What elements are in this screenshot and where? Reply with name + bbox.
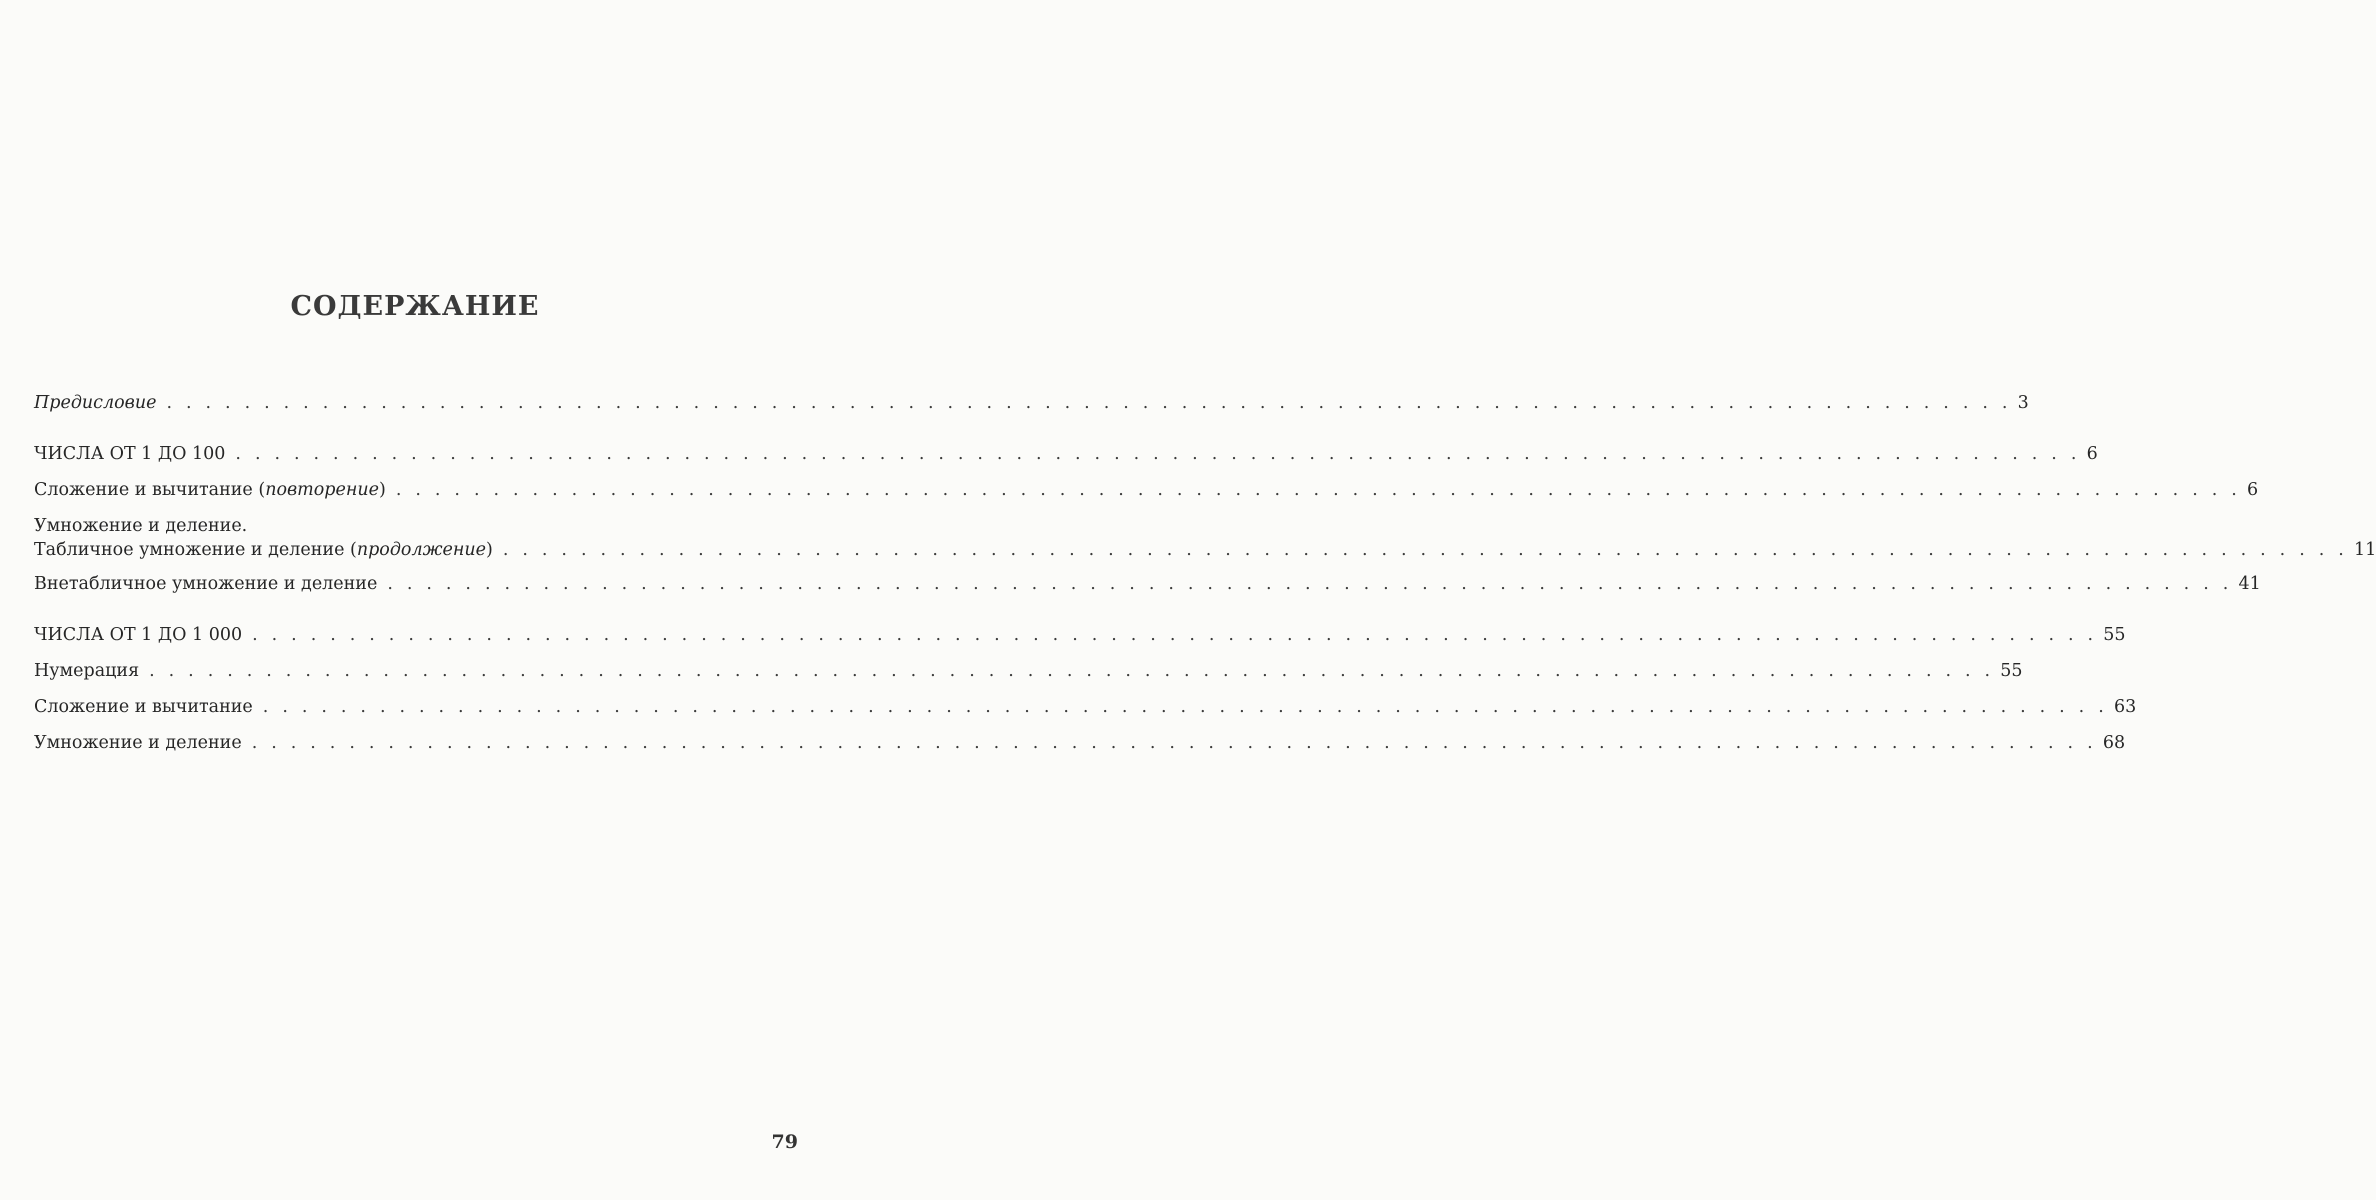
toc-entry-non-table-multiplication	[34, 571, 2261, 597]
toc-entry-label: ЧИСЛА ОТ 1 ДО 1 000	[34, 625, 243, 645]
toc-entry-table-multiplication	[34, 537, 2376, 563]
toc-entry-label: Нумерация	[34, 661, 140, 681]
toc-leader-dots: . . . . . . . . . . . . . . . . . . . . . . . . . . . . . . . . . . . . . . . . . . . . . . . . . . . . . . . . . . . . . . . . . . . . . . . . . . . . . . . . . . . . . . . . . . . . . . .	[235, 444, 2081, 464]
toc-entry-section2	[34, 622, 2126, 648]
toc-entry-page: 55	[2000, 661, 2023, 681]
toc-entry-page: 63	[2113, 697, 2137, 717]
page-number: 79	[771, 1131, 798, 1153]
toc-entry-label: Умножение и деление	[34, 733, 242, 753]
toc-entry-section1	[34, 441, 2098, 467]
toc-leader-dots: . . . . . . . . . . . . . . . . . . . . . . . . . . . . . . . . . . . . . . . . . . . . . . . . . . . . . . . . . . . . . . . . . . . . . . . . . . . . . . . . . . . . . . . . . . . . . . .	[252, 625, 2098, 645]
toc-leader-dots: . . . . . . . . . . . . . . . . . . . . . . . . . . . . . . . . . . . . . . . . . . . . . . . . . . . . . . . . . . . . . . . . . . . . . . . . . . . . . . . . . . . . . . . . . . . . . . .	[251, 733, 2097, 753]
toc-entry-addition-review	[34, 477, 2259, 503]
toc-entry-numeration	[34, 658, 2023, 684]
toc-entry-page: 3	[2017, 393, 2029, 413]
toc-entry-multiplication	[34, 730, 2126, 756]
toc-entry-label: Сложение и вычитание	[34, 697, 253, 717]
toc-entry-page: 6	[2247, 480, 2259, 500]
toc-entry-label: Предисловие	[34, 393, 157, 413]
toc-leader-dots: . . . . . . . . . . . . . . . . . . . . . . . . . . . . . . . . . . . . . . . . . . . . . . . . . . . . . . . . . . . . . . . . . . . . . . . . . . . . . . . . . . . . . . . . . . . . . . .	[502, 540, 2349, 560]
toc-entry-label: Сложение и вычитание (повторение)	[34, 480, 386, 500]
toc-leader-dots: . . . . . . . . . . . . . . . . . . . . . . . . . . . . . . . . . . . . . . . . . . . . . . . . . . . . . . . . . . . . . . . . . . . . . . . . . . . . . . . . . . . . . . . . . . . . . . .	[395, 480, 2242, 500]
toc-entry-page: 41	[2238, 574, 2261, 594]
toc-entry-multiplication-heading: Умножение и деление.	[34, 516, 248, 536]
toc-leader-dots: . . . . . . . . . . . . . . . . . . . . . . . . . . . . . . . . . . . . . . . . . . . . . . . . . . . . . . . . . . . . . . . . . . . . . . . . . . . . . . . . . . . . . . . . . . . . . . .	[387, 574, 2233, 594]
page-title: СОДЕРЖАНИЕ	[290, 291, 540, 322]
toc-entry-page: 6	[2086, 444, 2098, 464]
toc-entry-page: 11	[2354, 540, 2376, 560]
toc-leader-dots: . . . . . . . . . . . . . . . . . . . . . . . . . . . . . . . . . . . . . . . . . . . . . . . . . . . . . . . . . . . . . . . . . . . . . . . . . . . . . . . . . . . . . . . . . . . . . . .	[262, 697, 2108, 717]
toc-entry-preface	[34, 390, 2029, 416]
toc-entry-label: Табличное умножение и деление (продолжение)	[34, 540, 493, 560]
toc-entry-page: 68	[2102, 733, 2126, 753]
toc-entry-page: 55	[2103, 625, 2126, 645]
toc-entry-label: ЧИСЛА ОТ 1 ДО 100	[34, 444, 226, 464]
toc-entry-addition	[34, 694, 2137, 720]
toc-leader-dots: . . . . . . . . . . . . . . . . . . . . . . . . . . . . . . . . . . . . . . . . . . . . . . . . . . . . . . . . . . . . . . . . . . . . . . . . . . . . . . . . . . . . . . . . . . . . . . .	[149, 661, 1995, 681]
toc-leader-dots: . . . . . . . . . . . . . . . . . . . . . . . . . . . . . . . . . . . . . . . . . . . . . . . . . . . . . . . . . . . . . . . . . . . . . . . . . . . . . . . . . . . . . . . . . . . . . . .	[166, 393, 2012, 413]
toc-entry-label: Внетабличное умножение и деление	[34, 574, 378, 594]
